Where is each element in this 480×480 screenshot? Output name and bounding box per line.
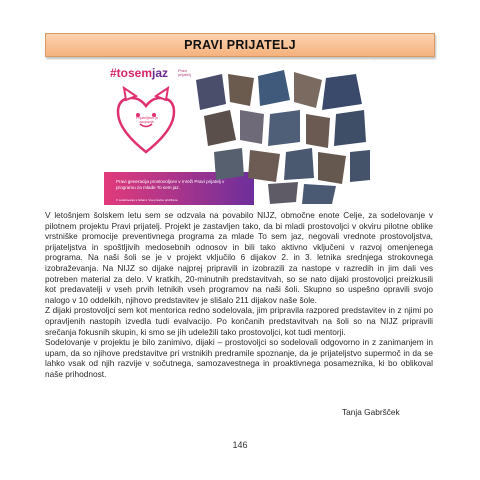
page-title: PRAVI PRIJATELJ <box>184 38 296 52</box>
paragraph: V letošnjem šolskem letu sem se odzvala na povabilo NIJZ, območne enote Celje, za sodelovanje v pilotnem projektu Pravi prijatelj. Projekt je zastavljen tako, da bi mladi prostovoljci v okviru pilotne oblike vrstniške promocije preventivnega programa za mlade To sem jaz, negovali vrednote prostovoljstva, prijateljstva in spoštljivih medosebnih odnosov in bili tako aktivno vključeni v razvoj omenjenega programa. Na naši šoli se je v projekt vključilo 6 dijakov 2. in 3. letnika srednjega strokovnega izobraževanja. Na NIJZ so dijake najprej pripravili in izobrazili za nastope v razredih in jim dali ves potreben material za delo. V kratkih, 20-minutnih predstavitvah, so se nato dijaki prostovoljci preizkusili kot predavatelji v vseh prvih letnikih vseh programov na naši šoli. Skupno so uspešno opravili svojo nalogo v 10 oddelkih, njihovo predstavitev je slišalo 211 dijakov naše šole. <box>45 210 433 305</box>
page-number: 146 <box>232 440 248 450</box>
author-signature: Tanja Gabršček <box>342 407 400 417</box>
poster-footer: V sodelovanju s šolami. Vse pravice pridržane. <box>116 198 179 202</box>
paragraph: Z dijaki prostovoljci sem kot mentorica redno sodelovala, jim pripravila razpored predstavitev in z njimi po opravljenih nastopih izvedla tudi evalvacijo. Po končanih predstavitvah na šoli so na NIJZ pripravili srečanja fokusnih skupin, ki smo se jih udeležili tako prostovoljci, kot tudi mentorji. <box>45 305 433 337</box>
title-banner <box>45 33 435 57</box>
logo-hash-text: #tosem <box>110 66 153 80</box>
heart-text: Prijateljstvo je zaupanje. <box>135 116 159 125</box>
poster-image <box>104 60 372 205</box>
paragraph: Sodelovanje v projektu je bilo zanimivo, dijaki – prostovoljci so sodelovali odgovorno in z zanimanjem in upam, da so njihove predstavitve pri vrstnikih predramile spoznanje, da je prijateljstvo supermoč in da se lahko vsak od njih razvije v sočutnega, samozavestnega in proaktivnega posameznika, ki bo oblikoval naše prihodnost. <box>45 337 433 379</box>
poster-tagline: Pravi prijatelj <box>178 68 191 77</box>
logo-jaz-text: jaz <box>152 66 169 80</box>
poster-logo <box>110 66 168 80</box>
article-body <box>45 210 433 380</box>
poster-caption: Pravi generacija prostovoljcev v mreži Pravi prijatelj v programu za mlade To sem jaz. <box>116 179 225 190</box>
